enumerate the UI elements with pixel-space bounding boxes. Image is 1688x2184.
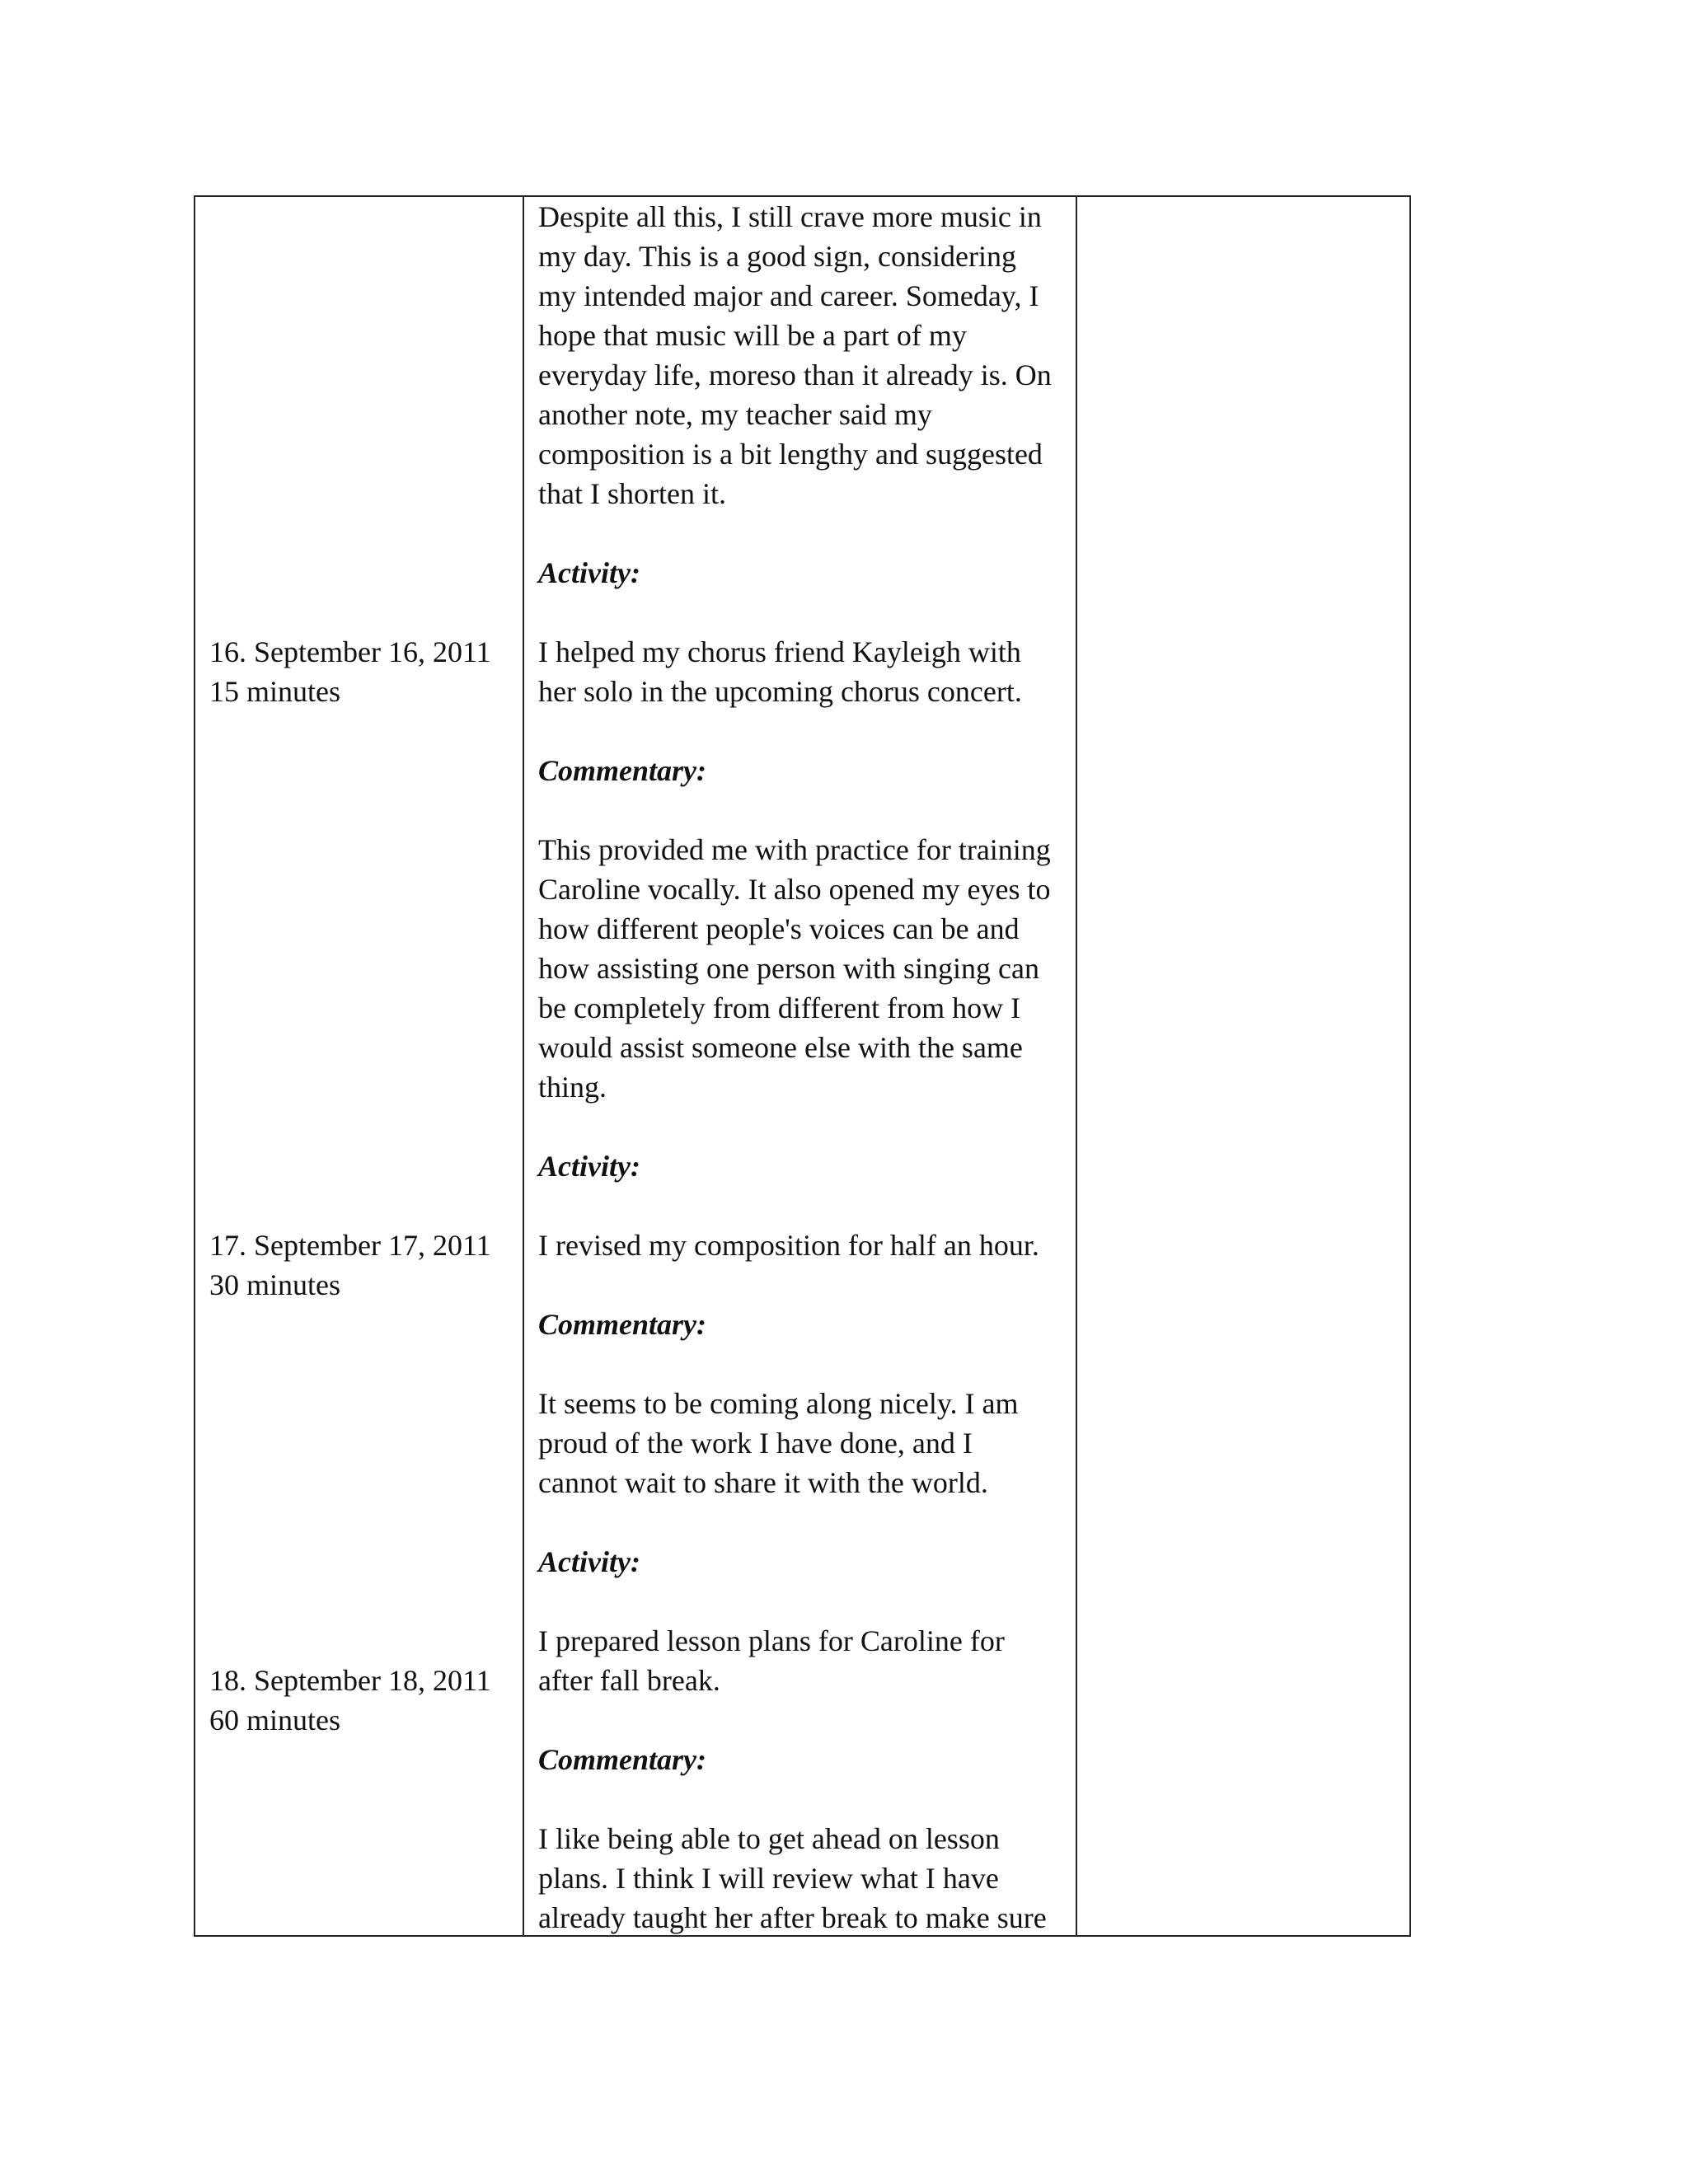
commentary-text-line: Caroline vocally. It also opened my eyes to — [538, 873, 1051, 906]
commentary-text-line: would assist someone else with the same — [538, 1031, 1023, 1064]
commentary-label: Commentary: — [538, 1743, 706, 1776]
entry-duration: 60 minutes — [209, 1704, 340, 1736]
activity-text-line: after fall break. — [538, 1664, 720, 1697]
continued-text-line: my intended major and career. Someday, I — [538, 279, 1039, 312]
commentary-text-line: be completely from different from how I — [538, 991, 1021, 1024]
entry-date: 18. September 18, 2011 — [209, 1664, 491, 1697]
activity-text-line: I revised my composition for half an hour. — [538, 1229, 1039, 1262]
activity-label: Activity: — [538, 1150, 640, 1183]
entry-duration: 15 minutes — [209, 675, 340, 708]
continued-text-line: that I shorten it. — [538, 477, 726, 510]
commentary-text-line: plans. I think I will review what I have — [538, 1862, 999, 1895]
continued-text-line: composition is a bit lengthy and suggested — [538, 438, 1043, 471]
commentary-text-line: This provided me with practice for training — [538, 833, 1051, 866]
commentary-text-line: I like being able to get ahead on lesson — [538, 1822, 1000, 1855]
continued-text-line: Despite all this, I still crave more music in — [538, 200, 1042, 233]
column-divider-date-text — [523, 197, 524, 1935]
commentary-label: Commentary: — [538, 1308, 706, 1341]
continued-text-line: another note, my teacher said my — [538, 398, 932, 431]
commentary-text-line: how assisting one person with singing can — [538, 952, 1039, 985]
commentary-text-line: thing. — [538, 1071, 607, 1104]
commentary-text-line: proud of the work I have done, and I — [538, 1427, 973, 1460]
activity-text-line: I prepared lesson plans for Caroline for — [538, 1624, 1005, 1657]
commentary-text-line: It seems to be coming along nicely. I am — [538, 1387, 1019, 1420]
activity-text-line: her solo in the upcoming chorus concert. — [538, 675, 1022, 708]
commentary-text-line: how different people's voices can be and — [538, 912, 1020, 945]
entry-date: 16. September 16, 2011 — [209, 635, 491, 668]
activity-label: Activity: — [538, 1545, 640, 1578]
commentary-label: Commentary: — [538, 754, 706, 787]
activity-text-line: I helped my chorus friend Kayleigh with — [538, 635, 1021, 668]
entry-duration: 30 minutes — [209, 1268, 340, 1301]
log-table — [194, 195, 1411, 1937]
commentary-text-line: cannot wait to share it with the world. — [538, 1466, 988, 1499]
commentary-text-line: already taught her after break to make sure — [538, 1901, 1047, 1934]
entry-date: 17. September 17, 2011 — [209, 1229, 491, 1262]
activity-label: Activity: — [538, 556, 640, 589]
column-divider-text-empty — [1076, 197, 1077, 1935]
continued-text-line: hope that music will be a part of my — [538, 319, 967, 352]
continued-text-line: everyday life, moreso than it already is. On — [538, 359, 1052, 391]
continued-text-line: my day. This is a good sign, considering — [538, 240, 1016, 273]
